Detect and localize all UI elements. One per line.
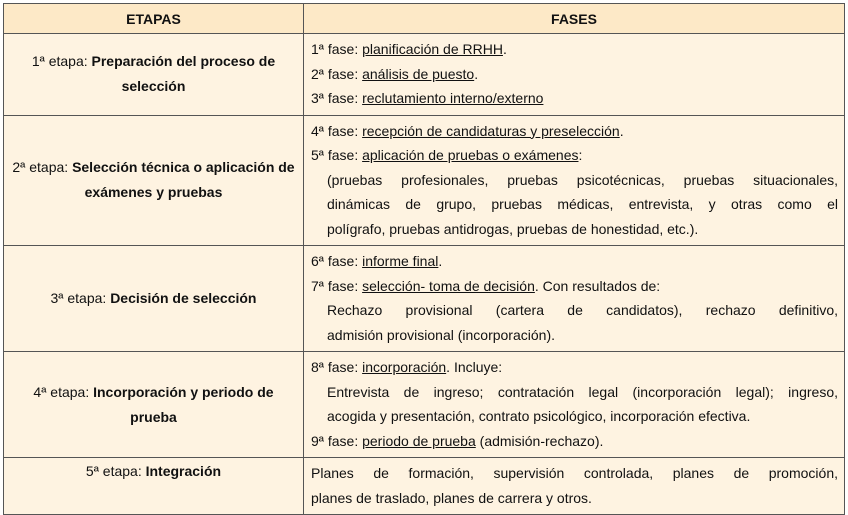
- fase-title: aplicación de pruebas o exámenes: [362, 147, 579, 163]
- etapa-prefix: 3ª etapa:: [50, 290, 111, 306]
- fase-line: [311, 143, 838, 168]
- fase-title: periodo de prueba: [362, 432, 476, 449]
- fase-title: informe final: [362, 253, 439, 269]
- table-container: [3, 3, 844, 515]
- fase-line: [311, 429, 838, 454]
- header-fases: FASES: [304, 4, 845, 34]
- fase-suffix: . Incluye:: [446, 359, 503, 375]
- etapa-cell: [4, 34, 304, 116]
- fase-suffix: . Con resultados de:: [534, 277, 661, 294]
- fases-cell: [304, 352, 845, 458]
- fase-suffix: .: [502, 41, 507, 57]
- fases-cell: [304, 458, 845, 515]
- fase-suffix: :: [578, 147, 583, 163]
- fase-title: selección- toma de decisión: [362, 277, 535, 294]
- fase-title: recepción de candidaturas y preselección: [362, 122, 620, 139]
- etapa-name: Selección técnica o aplicación de exámenes y pruebas: [72, 159, 295, 201]
- header-etapas: ETAPAS: [4, 4, 304, 34]
- fase-title: planificación de RRHH: [362, 41, 503, 57]
- fase-suffix: (admisión-rechazo).: [475, 432, 604, 449]
- fase-number: 6ª fase:: [311, 253, 363, 269]
- fase-line: [311, 119, 838, 144]
- fase-plain-line: planes de traslado, planes de carrera y otros.: [311, 489, 592, 506]
- fase-number: 3ª fase:: [311, 90, 363, 106]
- etapa-cell: [4, 246, 304, 352]
- fase-detail-line: polígrafo, pruebas antidrogas, pruebas de honestidad, etc.).: [327, 220, 699, 237]
- fase-detail-line: admisión provisional (incorporación).: [327, 326, 555, 343]
- fase-line: [311, 274, 838, 299]
- fase-detail-line: (pruebas profesionales, pruebas psicotécnicas, pruebas situacionales,: [327, 171, 838, 188]
- fase-title: análisis de puesto: [362, 65, 475, 82]
- table-row: [4, 115, 845, 246]
- fase-number: 8ª fase:: [311, 359, 363, 375]
- etapa-cell: [4, 352, 304, 458]
- fase-line: [311, 37, 838, 62]
- etapa-name: Incorporación y periodo de prueba: [93, 383, 274, 425]
- etapa-name: Decisión de selección: [110, 290, 257, 306]
- table-row: [4, 458, 845, 515]
- etapas-fases-table: [3, 3, 845, 515]
- fase-line: [311, 249, 838, 274]
- fase-detail-line: dinámicas de grupo, pruebas médicas, entrevista, y otras como el: [327, 196, 838, 212]
- fase-line: [311, 86, 838, 111]
- etapa-prefix: 1ª etapa:: [31, 53, 92, 70]
- fases-cell: [304, 246, 845, 352]
- table-row: [4, 352, 845, 458]
- fase-suffix: .: [438, 253, 443, 269]
- etapa-name: Integración: [145, 463, 222, 479]
- etapa-prefix: 2ª etapa:: [12, 159, 73, 176]
- fase-title: reclutamiento interno/externo: [362, 90, 544, 106]
- fase-suffix: .: [619, 122, 624, 139]
- fase-line: [311, 355, 838, 380]
- fase-detail-line: acogida y presentación, contrato psicológico, incorporación efectiva.: [327, 408, 751, 424]
- etapa-cell: [4, 458, 304, 515]
- fase-title: incorporación: [362, 359, 447, 375]
- fase-line: [311, 62, 838, 87]
- fase-number: 5ª fase:: [311, 147, 363, 163]
- fase-number: 4ª fase:: [311, 122, 363, 139]
- fase-number: 1ª fase:: [311, 41, 363, 57]
- fase-detail-line: Rechazo provisional (cartera de candidatos), rechazo definitivo,: [327, 302, 838, 318]
- etapa-prefix: 4ª etapa:: [33, 383, 94, 400]
- fases-cell: [304, 115, 845, 246]
- fase-number: 9ª fase:: [311, 432, 363, 449]
- table-row: [4, 34, 845, 116]
- table-row: [4, 246, 845, 352]
- fase-number: 7ª fase:: [311, 277, 363, 294]
- etapa-prefix: 5ª etapa:: [85, 463, 146, 479]
- header-row: [4, 4, 845, 34]
- fase-number: 2ª fase:: [311, 65, 363, 82]
- fase-plain-line: Planes de formación, supervisión controlada, planes de promoción,: [311, 465, 838, 481]
- etapa-cell: [4, 115, 304, 246]
- fase-detail-line: Entrevista de ingreso; contratación legal (incorporación legal); ingreso,: [327, 383, 838, 400]
- fase-suffix: .: [474, 65, 479, 82]
- fases-cell: [304, 34, 845, 116]
- etapa-name: Preparación del proceso de selección: [91, 53, 276, 95]
